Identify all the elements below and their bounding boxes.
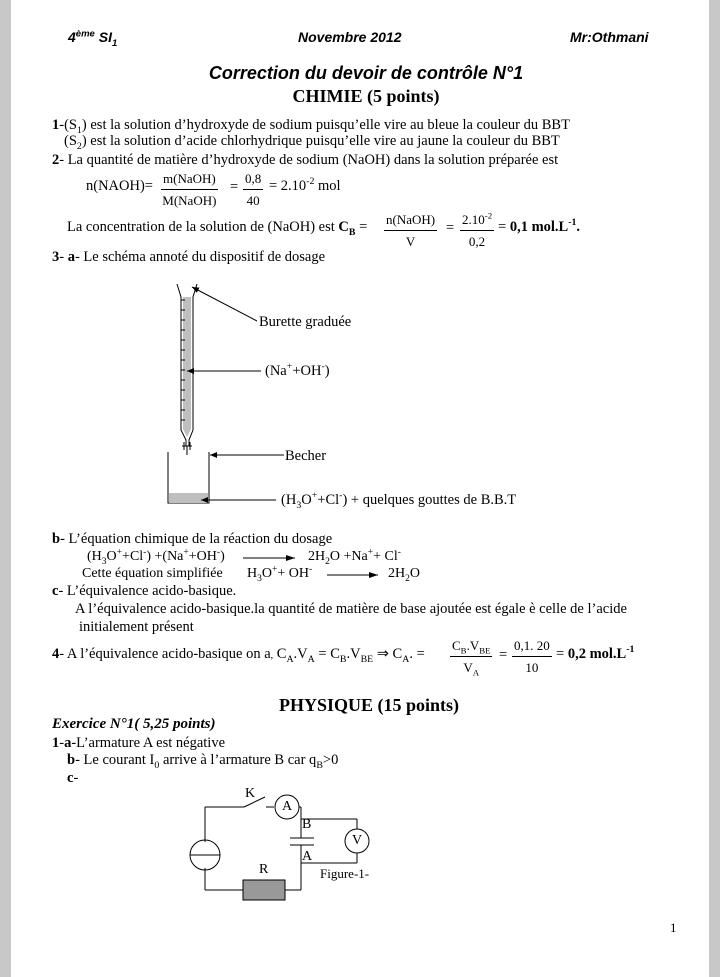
exercise-title: Exercice N°1( 5,25 points) — [52, 716, 216, 732]
q2-fraction-1: m(NaOH) M(NaOH) — [162, 171, 217, 208]
page — [11, 0, 709, 977]
q3c-line2: initialement présent — [79, 619, 194, 635]
label-plate-a: A — [302, 849, 313, 864]
teacher: Mr:Othmani — [570, 29, 649, 45]
p-q1a: 1-a-L’armature A est négative — [52, 735, 226, 751]
label-resistor: R — [259, 862, 269, 877]
q2-text: 2- La quantité de matière d’hydroxyde de sodium (NaOH) dans la solution préparée est — [52, 152, 559, 168]
q3b-text: b- L’équation chimique de la réaction du dosage — [52, 531, 333, 547]
class-label: 4ème $SI_1$ — [68, 28, 118, 49]
date: Novembre 2012 — [298, 29, 402, 45]
q4-fraction-2: $\frac{0,1. 20}{10}$ — [514, 638, 550, 675]
label-plate-b: B — [302, 817, 312, 832]
concentration-equals: = — [446, 220, 455, 236]
q4-equals: = — [499, 647, 508, 663]
label-switch-k: K — [245, 786, 256, 801]
q4-text: 4- A l’équivalence acido-basique on a, $C_A.V_A = C_B.V_{BE}$ ⇒ $C_A$. = — [52, 646, 425, 665]
physique-heading: PHYSIQUE (15 points) — [278, 695, 460, 715]
equation-1-left: $(H_3O^++Cl^-) +(Na^++OH^-)$ — [87, 547, 225, 567]
q1-line2: $(S_2)$ est la solution d’acide chlorhydrique puisqu’elle vire au jaune la couleur du BBT — [64, 133, 560, 152]
chimie-heading: CHIMIE (5 points) — [292, 86, 440, 106]
q3c-text: c- L’équivalence acido-basique. — [52, 583, 237, 599]
q2-equals: = — [230, 179, 239, 195]
q2-lhs: n(NAOH)= — [86, 178, 153, 194]
figure-caption: Figure-1- — [320, 866, 370, 881]
label-ammeter: A — [282, 799, 293, 814]
q3c-line1: A l’équivalence acido-basique.la quantité de matière de base ajoutée est égale è celle de l’acide — [75, 601, 627, 617]
resistor — [243, 880, 285, 900]
circuit-diagram — [11, 0, 709, 977]
label-burette: Burette graduée — [259, 314, 352, 330]
equation-2-right: $2H_2O$ — [388, 566, 421, 584]
concentration-text: La concentration de la solution de (NaOH) est $C_B$ = — [67, 219, 368, 238]
page-number: 1 — [670, 920, 677, 935]
label-voltmeter: V — [352, 833, 363, 848]
q4-fraction-1: $C_B.V_{BE}$ $V_A$ — [452, 638, 491, 678]
equation-2-left: $H_3O^++ OH^-$ — [247, 564, 313, 584]
q1-line1: $1-(S_1)$ est la solution d’hydroxyde de sodium puisqu’elle vire au bleue la couleur du BBT — [52, 117, 570, 136]
equation-1-right: $2H_2O +Na^++ Cl^-$ — [308, 547, 401, 567]
q2-result: = $2.10^{-2}$ mol — [269, 176, 341, 194]
label-solution-top: (Na++OH-) — [265, 361, 330, 379]
concentration-fraction-2: $\frac{2.10^{-2}}{0,2}$ — [462, 210, 493, 249]
p-q1b: b- Le courant $I_0$ arrive à l’armature B car $q_B>0$ — [67, 752, 339, 771]
concentration-result: = 0,1 $mol.L^{-1}$. — [498, 217, 581, 235]
q3a-text: 3- a- Le schéma annoté du dispositif de dosage — [52, 249, 326, 265]
label-solution-bottom: $(H_3O^++Cl^-)$ + quelques gouttes de B.B.T — [281, 490, 517, 511]
concentration-fraction-1: n(NaOH) V — [386, 212, 436, 249]
label-becher: Becher — [285, 448, 327, 464]
page-title: Correction du devoir de contrôle N°1 — [208, 63, 524, 83]
equation-2-label: Cette équation simplifiée — [82, 566, 223, 581]
q4-result: = 0,2 $mol.L^{-1}$ — [556, 644, 635, 662]
p-q1c: c- — [67, 770, 79, 786]
q2-fraction-2: $\frac{0,8}{40}$ — [245, 171, 262, 208]
